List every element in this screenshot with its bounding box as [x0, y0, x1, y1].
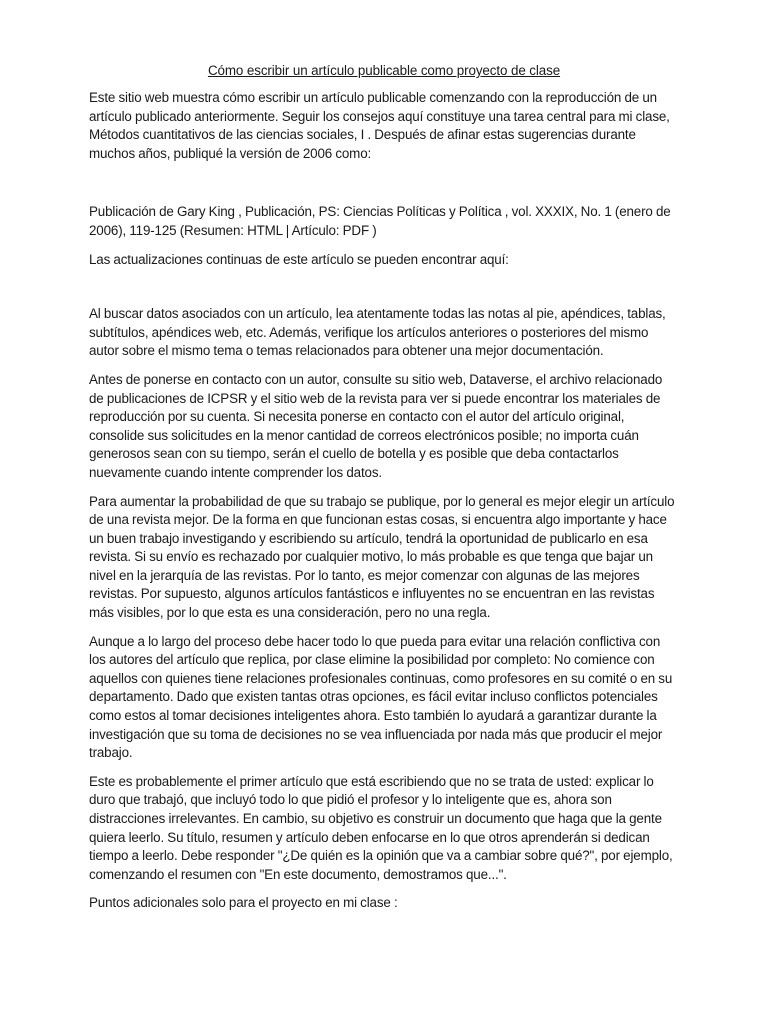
updates-paragraph: Las actualizaciones continuas de este artículo se pueden encontrar aquí: [89, 251, 509, 267]
spacer [89, 173, 679, 203]
data-search-paragraph: Al buscar datos asociados con un artículo, lea atentamente todas las notas al pie, apéndices, tablas, subtítulos, apéndices web, etc. Además, verifique los artículos anteriores o posteriores del mismo autor sobre el mismo tema o temas relacionados para obtener una mejor documentación. [89, 306, 666, 359]
conflict-paragraph: Aunque a lo largo del proceso debe hacer todo lo que pueda para evitar una relación conflictiva con los autores del artículo que replica, por clase elimine la posibilidad por completo: No comience con aquellos con quienes tiene relaciones profesionales continuas, como profesores en su comité o en su departamento. Dado que existen tantas otras opciones, es fácil evitar incluso conflictos potenciales como estos al tomar decisiones inteligentes ahora. Esto también lo ayudará a garantizar durante la investigación que su toma de decisiones no se vea influenciada por nada más que producir el mejor trabajo. [89, 633, 673, 761]
contact-author-paragraph: Antes de ponerse en contacto con un autor, consulte su sitio web, Dataverse, el archivo relacionado de publicaciones de ICPSR y el sitio web de la revista para ver si puede encontrar los materiales de reproducción por su cuenta. Si necesita ponerse en contacto con el autor del artículo original, consolide sus solicitudes en la menor cantidad de correos electrónicos posible; no importa cuán generosos sean con su tiempo, serán el cuello de botella y es posible que deba contactarlos nuevamente cuando intente comprender los datos. [89, 371, 663, 480]
extra-points-paragraph: Puntos adicionales solo para el proyecto en mi clase : [89, 895, 398, 911]
document-title: Cómo escribir un artículo publicable como proyecto de clase [207, 63, 561, 78]
intro-paragraph: Este sitio web muestra cómo escribir un artículo publicable comenzando con la reproducción de un artículo publicado anteriormente. Seguir los consejos aquí constituye una tarea central para mi clase, Métodos cuantitativos de las ciencias sociales, I . Después de afinar estas sugerencias durante muchos años, publiqué la versión de 2006 como: [89, 90, 670, 161]
audience-paragraph: Este es probablemente el primer artículo que está escribiendo que no se trata de usted: explicar lo duro que trabajó, que incluyó todo lo que pidió el profesor y lo inteligente que es, ahora son distracciones irrelevantes. En cambio, su objetivo es construir un documento que haga que la gente quiera leerlo. Su título, resumen y artículo deben enfocarse en lo que otros aprenderán si dedican tiempo a leerlo. Debe responder "¿De quién es la opinión que va a cambiar sobre qué?", por ejemplo, comenzando el resumen con "En este documento, demostramos que...". [89, 773, 673, 882]
document-page [89, 62, 679, 923]
citation-paragraph: Publicación de Gary King , Publicación, PS: Ciencias Políticas y Política , vol. XXXIX, No. 1 (enero de 2006), 119-125 (Resumen: HTML | Artículo: PDF ) [89, 204, 671, 238]
spacer [89, 279, 679, 305]
journal-choice-paragraph: Para aumentar la probabilidad de que su trabajo se publique, por lo general es mejor elegir un artículo de una revista mejor. De la forma en que funcionan estas cosas, si encuentra algo importante y hace un buen trabajo investigando y escribiendo su artículo, tendrá la oportunidad de publicarlo en esa revista. Si su envío es rechazado por cualquier motivo, lo más probable es que tenga que bajar un nivel en la jerarquía de las revistas. Por lo tanto, es mejor comenzar con algunas de las mejores revistas. Por supuesto, algunos artículos fantásticos e influyentes no se encuentran en las revistas más visibles, por lo que esta es una consideración, pero no una regla. [89, 493, 675, 621]
